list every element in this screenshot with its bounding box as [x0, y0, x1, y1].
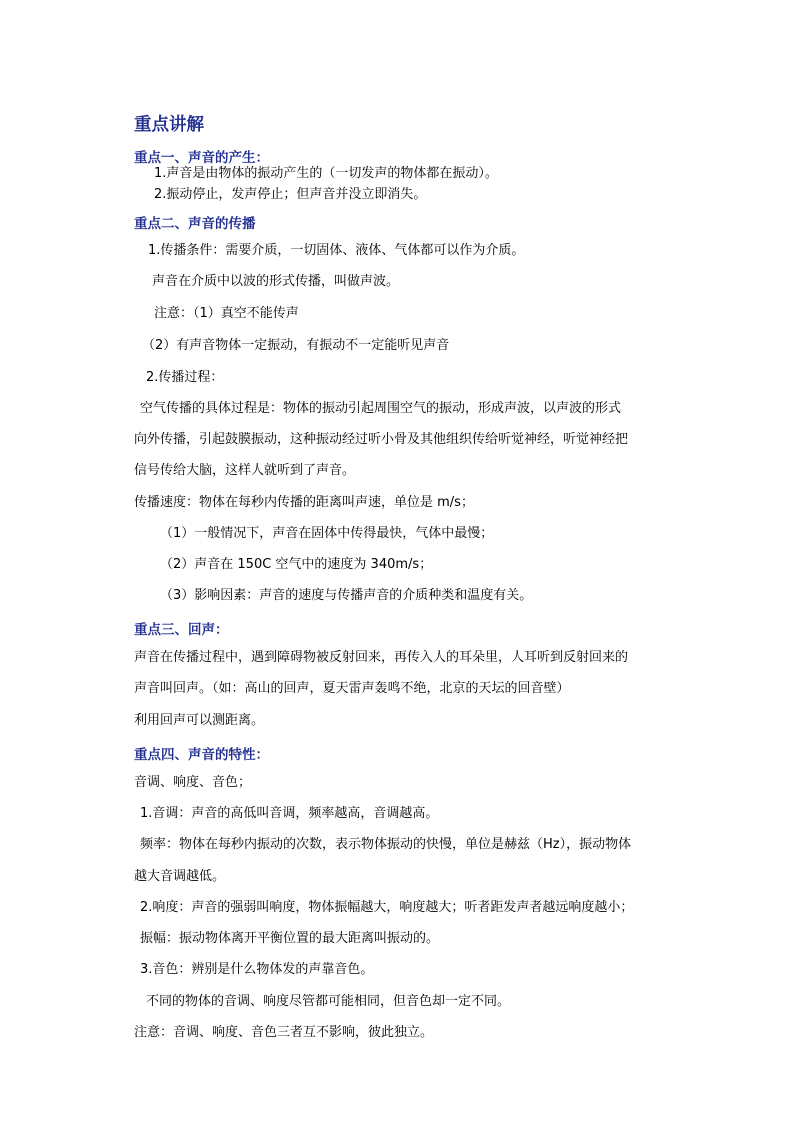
section1-heading: 重点一、声音的产生： [134, 150, 269, 166]
section2-heading: 重点二、声音的传播 [134, 216, 256, 232]
section3-heading: 重点三、回声： [134, 622, 229, 638]
section4-line-9: 注意：音调、响度、音色三者互不影响，彼此独立。 [134, 1025, 434, 1040]
section1-line-1: 1.声音是由物体的振动产生的（一切发声的物体都在振动）。 [154, 166, 498, 181]
section4-line-5: 2.响度：声音的强弱叫响度，物体振幅越大，响度越大；听者距发声者越远响度越小； [140, 900, 634, 915]
section4-heading: 重点四、声音的特性： [134, 747, 269, 763]
section4-line-6: 振幅：振动物体离开平衡位置的最大距离叫振动的。 [140, 931, 440, 946]
page-title: 重点讲解 [134, 115, 204, 135]
section2-line-10: （1）一般情况下，声音在固体中传得最快，气体中最慢； [160, 526, 494, 541]
section1-line-2: 2.振动停止，发声停止；但声音并没立即消失。 [154, 187, 427, 202]
section4-line-3: 频率：物体在每秒内振动的次数，表示物体振动的快慢，单位是赫兹（Hz），振动物体 [140, 837, 632, 852]
section4-line-8: 不同的物体的音调、响度尽管都可能相同，但音色却一定不同。 [146, 994, 511, 1009]
section4-line-4: 越大音调越低。 [134, 869, 226, 884]
section3-line-3: 利用回声可以测距离。 [134, 713, 265, 728]
section2-line-2: 声音在介质中以波的形式传播，叫做声波。 [152, 274, 400, 289]
section3-line-2: 声音叫回声。（如：高山的回声，夏天雷声轰鸣不绝，北京的天坛的回音壁） [134, 681, 570, 696]
section4-line-7: 3.音色：辨别是什么物体发的声靠音色。 [140, 962, 374, 977]
section2-line-7: 向外传播，引起鼓膜振动，这种振动经过听小骨及其他组织传给听觉神经，听觉神经把 [134, 432, 629, 447]
section2-line-9: 传播速度：物体在每秒内传播的距离叫声速，单位是 m/s； [134, 495, 474, 510]
section2-line-12: （3）影响因素：声音的速度与传播声音的介质种类和温度有关。 [160, 588, 533, 603]
section4-line-1: 音调、响度、音色； [134, 775, 252, 790]
section2-line-6: 空气传播的具体过程是：物体的振动引起周围空气的振动，形成声波，以声波的形式 [140, 401, 622, 416]
section2-line-4: （2）有声音物体一定振动，有振动不一定能听见声音 [142, 338, 450, 353]
section2-line-11: （2）声音在 150C 空气中的速度为 340m/s； [160, 557, 433, 572]
section2-line-1: 1.传播条件：需要介质，一切固体、液体、气体都可以作为介质。 [148, 243, 525, 258]
section2-line-5: 2.传播过程： [146, 370, 224, 385]
section2-line-8: 信号传给大脑，这样人就听到了声音。 [134, 463, 356, 478]
section3-line-1: 声音在传播过程中，遇到障碍物被反射回来，再传入人的耳朵里，人耳听到反射回来的 [134, 650, 629, 665]
section2-line-3: 注意：（1）真空不能传声 [154, 306, 299, 321]
section4-line-2: 1.音调：声音的高低叫音调，频率越高，音调越高。 [140, 806, 439, 821]
